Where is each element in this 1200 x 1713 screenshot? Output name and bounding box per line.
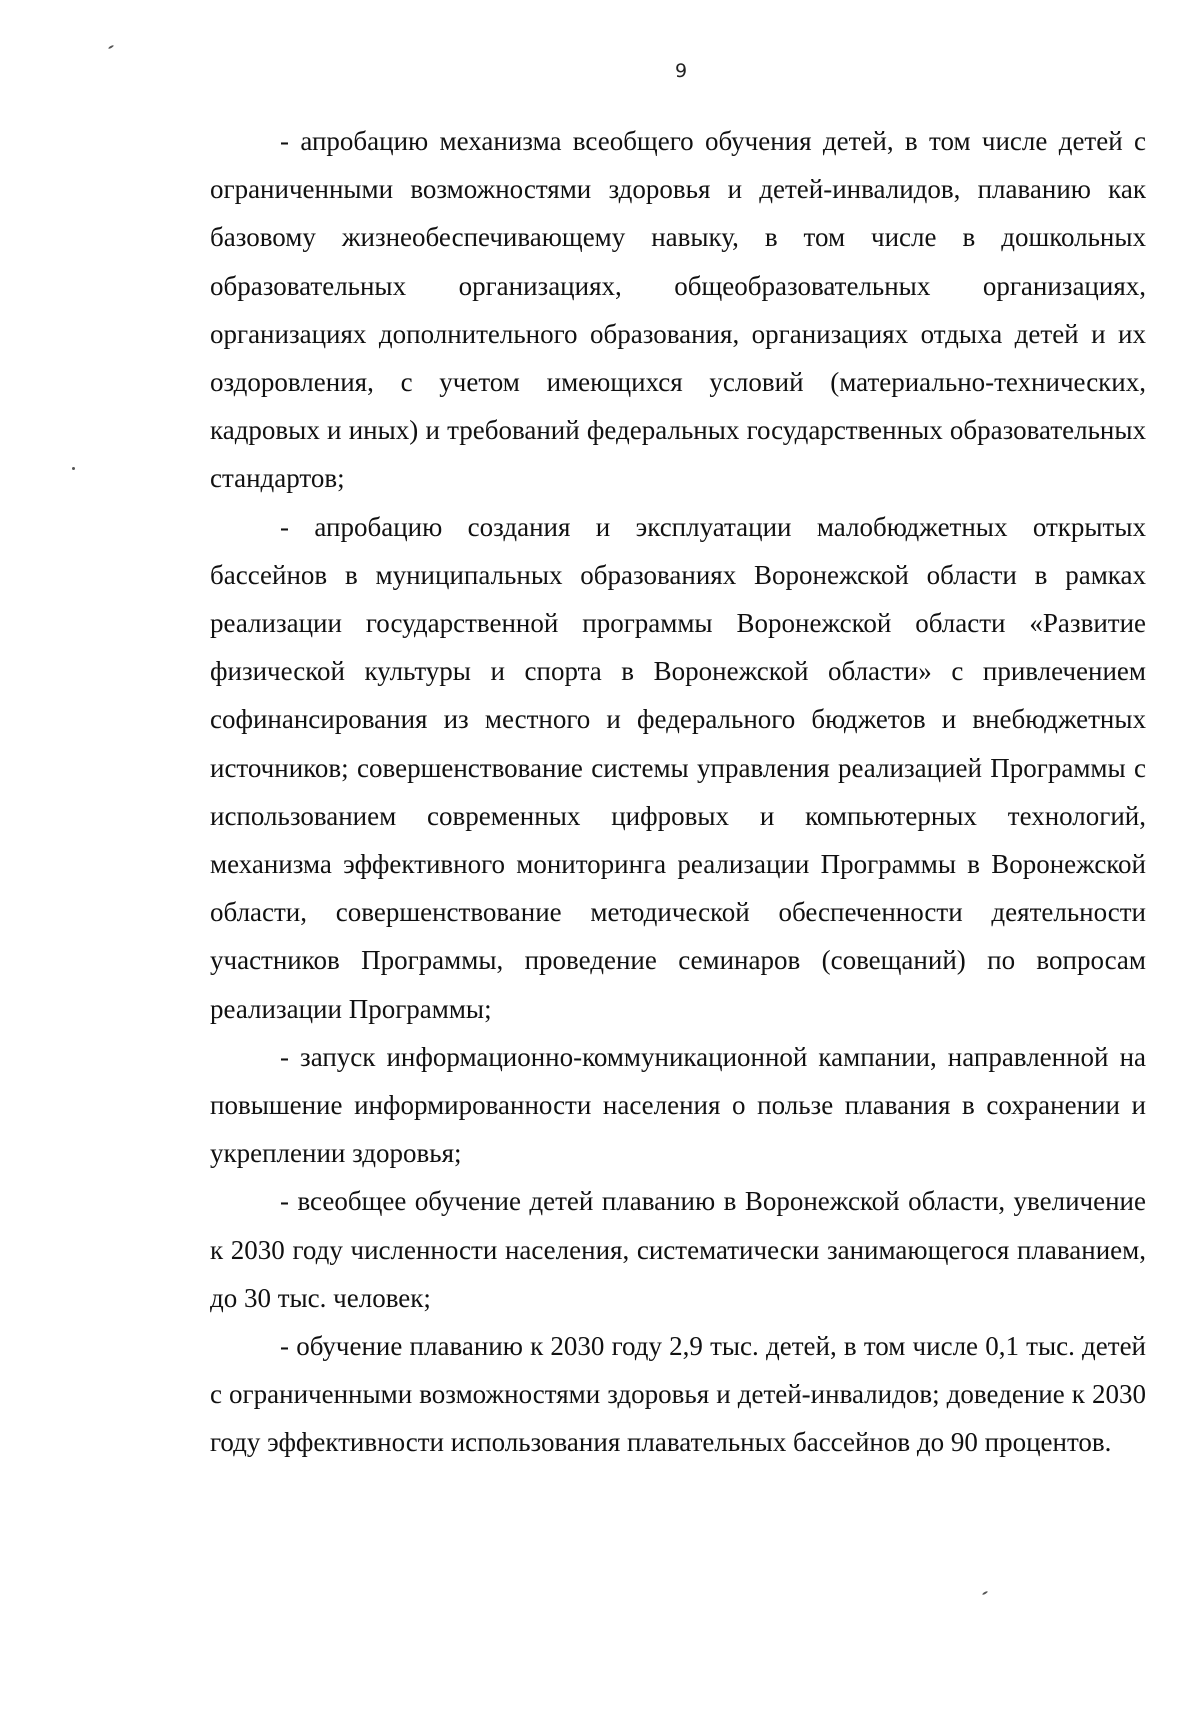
page-number: 9 bbox=[674, 60, 688, 82]
paragraph: - апробацию механизма всеобщего обучения детей, в том числе детей с ограниченными возможностями здоровья и детей-инвалидов, плаванию как базовому жизнеобеспечивающему навыку, в том числе в дошкольных образовательных организациях, общеобразовательных организациях, организациях дополнительного образования, организациях отдыха детей и их оздоровления, с учетом имеющихся условий (материально-технических, кадровых и иных) и требований федеральных государственных образовательных стандартов; bbox=[210, 126, 1146, 494]
document-body bbox=[210, 117, 1146, 1467]
scan-speck bbox=[72, 467, 75, 470]
scan-speck bbox=[982, 1591, 988, 1596]
scan-speck bbox=[108, 45, 114, 50]
paragraph: - всеобщее обучение детей плаванию в Воронежской области, увеличение к 2030 году численности населения, систематически занимающегося плаванием, до 30 тыс. человек; bbox=[210, 1186, 1146, 1313]
paragraph: - апробацию создания и эксплуатации малобюджетных открытых бассейнов в муниципальных образованиях Воронежской области в рамках реализации государственной программы Воронежской области «Развитие физической культуры и спорта в Воронежской области» с привлечением софинансирования из местного и федерального бюджетов и внебюджетных источников; совершенствование системы управления реализацией Программы с использованием современных цифровых и компьютерных технологий, механизма эффективного мониторинга реализации Программы в Воронежской области, совершенствование методической обеспеченности деятельности участников Программы, проведение семинаров (совещаний) по вопросам реализации Программы; bbox=[210, 511, 1146, 1024]
paragraph: - запуск информационно-коммуникационной кампании, направленной на повышение информированности населения о пользе плавания в сохранении и укреплении здоровья; bbox=[210, 1041, 1146, 1169]
paragraph: - обучение плаванию к 2030 году 2,9 тыс. детей, в том числе 0,1 тыс. детей с ограниченными возможностями здоровья и детей-инвалидов; доведение к 2030 году эффективности использования плавательных бассейнов до 90 процентов. bbox=[210, 1331, 1146, 1458]
